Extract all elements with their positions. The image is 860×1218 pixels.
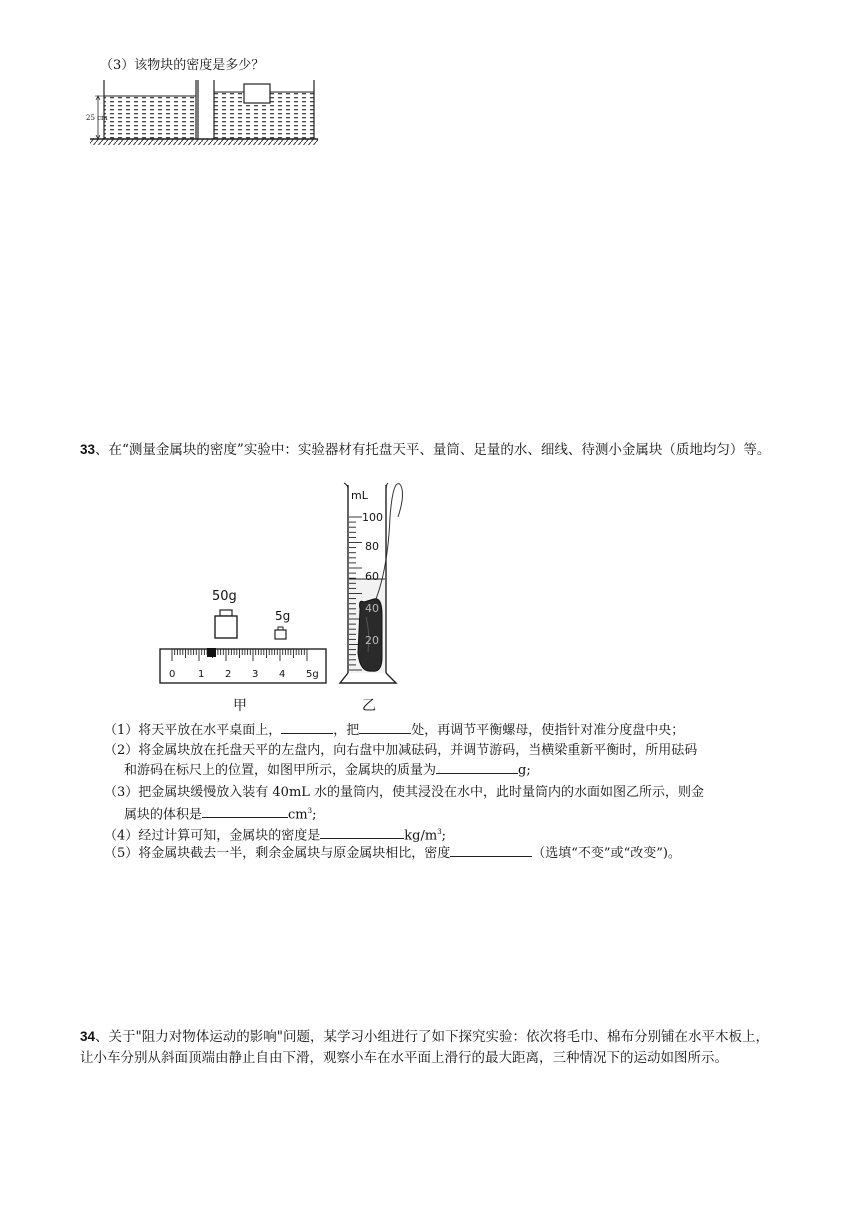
q34-text: 、关于"阻力对物体运动的影响"问题，某学习小组进行了如下探究实验：依次将毛巾、棉布分别铺在水平木板上，让小车分别从斜面顶端由静止自由下滑，观察小车在水平面上滑行的最大距离，三种情况下的运动如图所示。 (80, 1029, 769, 1066)
q33-item-4-blank-density[interactable] (320, 825, 404, 839)
q34-question (80, 1026, 780, 1069)
weight-5g-label: 5g (275, 609, 291, 623)
q32-part3-question: （3）该物块的密度是多少？ (100, 58, 265, 73)
q33-number: 33 (80, 442, 96, 457)
fig-jia-balance-scale (158, 586, 328, 686)
depth-label: 25 cm (86, 114, 108, 122)
scale-tick-4: 4 (279, 669, 286, 680)
scale-tick-2: 2 (225, 669, 232, 680)
q33-item-5 (104, 843, 784, 863)
q33-item-1-blank-2[interactable] (359, 720, 411, 734)
q33-item-3-unit: cm (288, 807, 308, 823)
q33-item-1-text-b: ，把 (333, 723, 360, 738)
q33-item-2-text-cont: 和游码在标尺上的位置，如图甲所示，金属块的质量为 (124, 763, 437, 778)
q33-item-2-text-a: （2）将金属块放在托盘天平的左盘内，向右盘中加减砝码，并调节游码，当横梁重新平衡时，所用砝码 (104, 743, 698, 758)
q33-item-5-text-a: （5）将金属块截去一半，剩余金属块与原金属块相比，密度 (104, 846, 451, 861)
q33-item-4-text-a: （4）经过计算可知，金属块的密度是 (104, 828, 321, 844)
q32-water-tanks-figure (86, 76, 318, 148)
q33-item-3-text-cont: 属块的体积是 (124, 807, 203, 823)
q33-item-4-unit-sup: 3 (437, 828, 442, 836)
q33-item-3-unit-sup: 3 (307, 807, 313, 815)
cylinder-mark-60: 60 (365, 570, 379, 583)
weight-50g-label: 50g (212, 589, 237, 604)
scale-tick-1: 1 (198, 669, 205, 680)
cylinder-mark-40: 40 (365, 602, 379, 615)
q33-item-2-blank-mass[interactable] (436, 760, 518, 774)
fig-yi-graduated-cylinder (338, 477, 410, 687)
q33-item-1 (104, 720, 784, 740)
cylinder-mark-100: 100 (362, 511, 383, 524)
q33-item-3-blank-volume[interactable] (202, 804, 288, 818)
q33-intro (80, 439, 780, 461)
scale-tick-5g: 5g (306, 669, 319, 680)
q33-item-3 (104, 783, 784, 824)
cylinder-mark-20: 20 (365, 634, 379, 647)
q33-item-5-tail: （选填“不变”或“改变”)。 (532, 846, 681, 861)
q33-item-1-blank-1[interactable] (281, 720, 333, 734)
q33-item-3-text-a: （3）把金属块缓慢放入装有 40mL 水的量筒内，使其浸没在水中，此时量筒内的水面如图乙所示，则金 (104, 785, 705, 800)
q33-item-4 (104, 823, 784, 845)
q34-number: 34 (80, 1029, 96, 1044)
q33-intro-text: 、在“测量金属块的密度”实验中：实验器材有托盘天平、量筒、足量的水、细线、待测小金属块（质地均匀）等。 (95, 442, 771, 458)
q33-item-2 (104, 741, 784, 780)
q33-item-2-unit: g; (518, 763, 531, 778)
q33-item-3-tail: ; (312, 807, 317, 823)
q33-item-4-unit: kg/m (404, 828, 438, 844)
q33-item-4-tail: ; (441, 828, 447, 844)
fig-jia-caption: 甲 (233, 698, 247, 714)
q33-item-5-blank-choice[interactable] (450, 843, 532, 857)
scale-tick-3: 3 (252, 669, 259, 680)
q33-item-1-text-c: 处，再调节平衡螺母，使指针对准分度盘中央； (411, 723, 685, 738)
cylinder-unit-label: mL (351, 489, 368, 502)
q33-item-1-text-a: （1）将天平放在水平桌面上， (104, 723, 282, 738)
fig-yi-caption: 乙 (362, 698, 376, 714)
scale-tick-0: 0 (169, 669, 176, 680)
cylinder-mark-80: 80 (365, 540, 379, 553)
